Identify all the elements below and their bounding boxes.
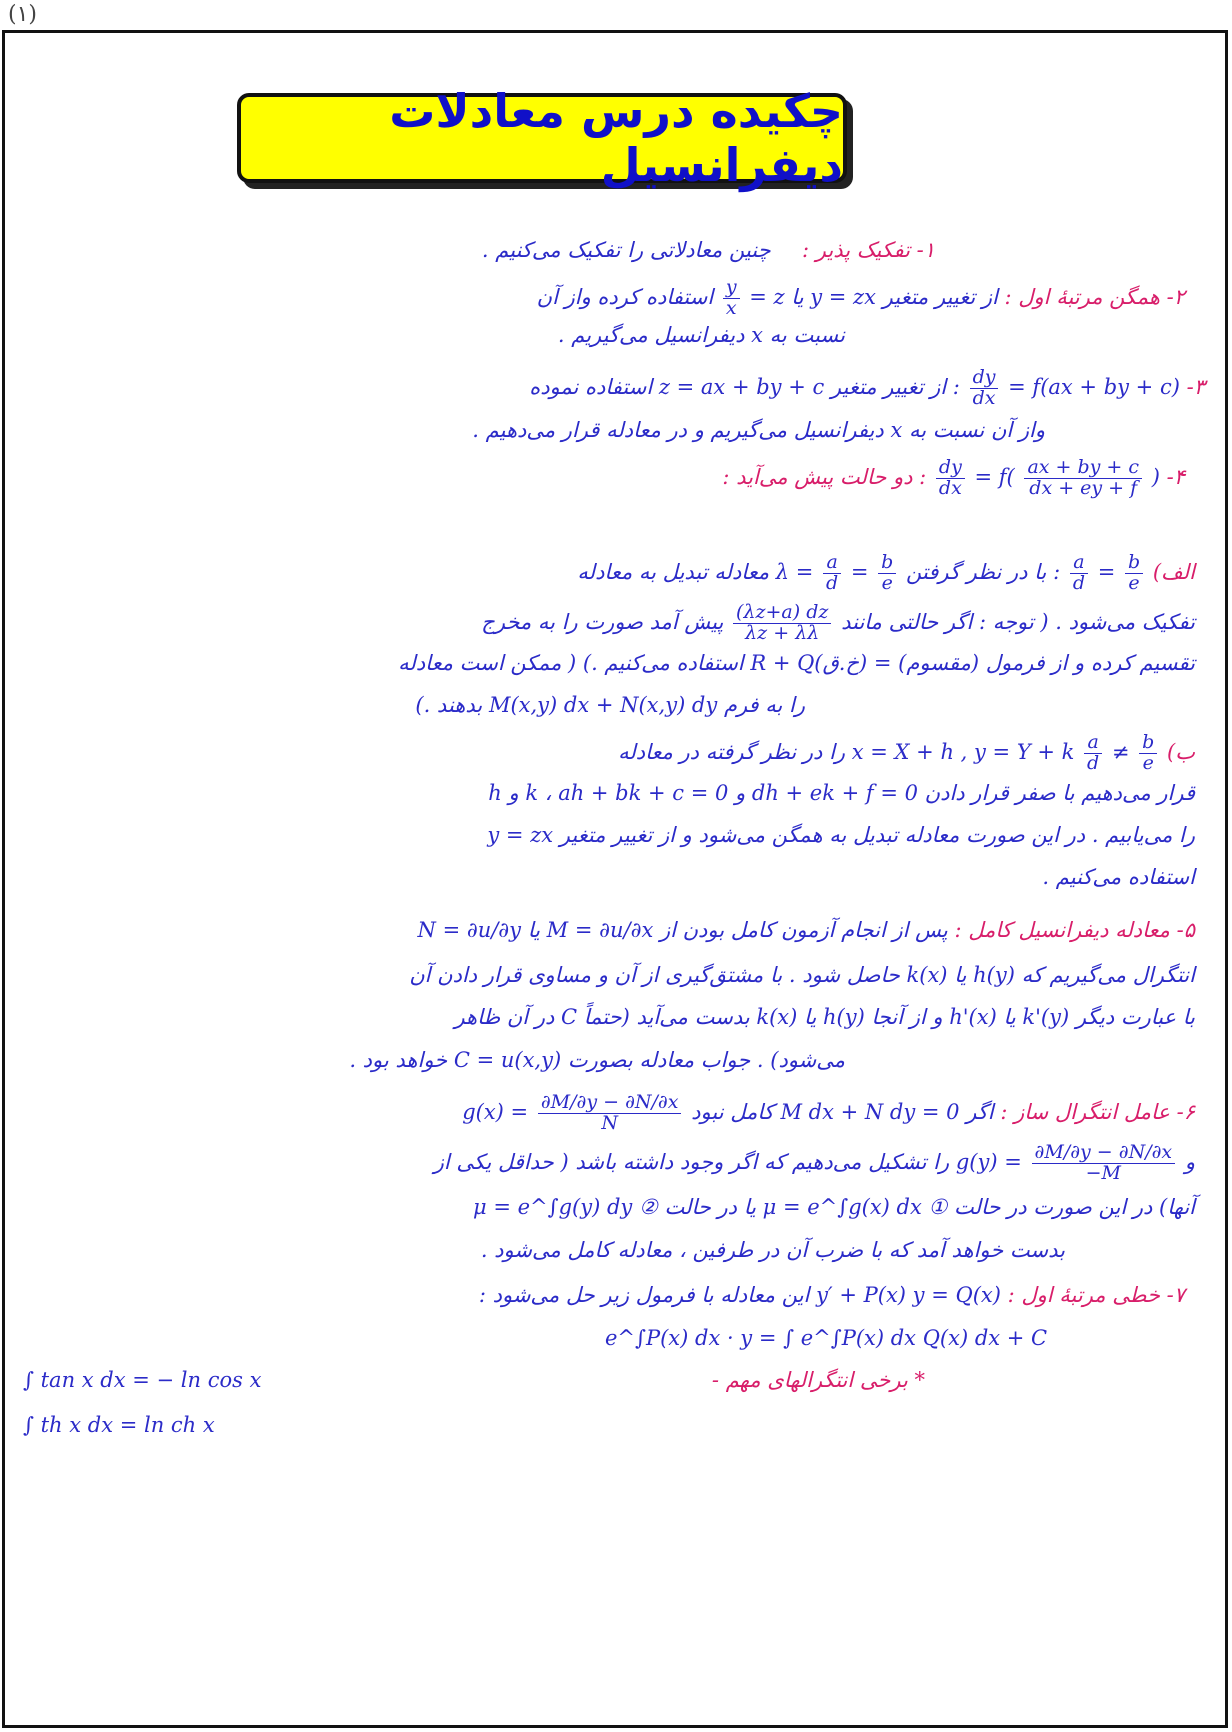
section-4-equation (933, 458, 1160, 499)
section-4-f-num: ax + by + c (1024, 458, 1142, 479)
gy-den: −M (1085, 1161, 1122, 1184)
alef-note-num: (λz+a) dz (733, 603, 831, 624)
section-4 (722, 458, 1185, 499)
alef-line-2-a: تفکیک می‌شود . ( توجه : اگر حالتی مانند (841, 609, 1195, 634)
section-6-text-b: کامل نبود (691, 1099, 774, 1124)
gy-lhs: g(y) = (955, 1149, 1022, 1174)
section-4-eq-prefix: = f( (974, 464, 1015, 489)
be-zero-equations: ah + bk + c = 0 و dh + ek + f = 0 (558, 781, 918, 805)
section-1-text: چنین معادلاتی را تفکیک می‌کنیم . (481, 238, 771, 262)
lambda-den-1: d (826, 571, 839, 594)
s5-line-4-a: می‌شود) . جواب معادله بصورت (567, 1048, 845, 1072)
section-6-label: ۶- عامل انتگرال ساز : (1000, 1099, 1195, 1124)
section-1 (482, 238, 935, 263)
lambda-den-2: e (881, 571, 893, 594)
case-alef-text-a: : با در نظر گرفتن (906, 559, 1061, 584)
case-alef-line-4 (415, 693, 805, 718)
s5-line-3-a: با عبارت دیگر (1075, 1005, 1195, 1029)
case-be-line-4: استفاده می‌کنیم . (1042, 865, 1195, 889)
section-5-n-formula: N = ∂u/∂y (417, 918, 522, 942)
alef-cond-num-1: a (1070, 553, 1087, 574)
s5-line-2-b: حاصل شود . با مشتق‌گیری از آن و مساوی قرار دادن آن (409, 963, 900, 987)
section-4-eq-num: dy (936, 458, 965, 479)
section-5-or: یا (527, 918, 540, 942)
gy-num: ∂M/∂y − ∂N/∂x (1032, 1143, 1176, 1164)
section-3-eq-rhs: = f(ax + by + c) (1008, 374, 1180, 399)
integrals-label: * برخی انتگرالهای مهم - (711, 1368, 925, 1392)
section-5-line-4 (349, 1048, 845, 1073)
alef-division-formula: R + Q(خ.ق) = (مقسوم) (750, 651, 980, 675)
gx-den: N (601, 1111, 618, 1134)
section-2-line-2: نسبت به x دیفرانسیل می‌گیریم . (557, 323, 845, 347)
s6-line-2-a: و (1184, 1149, 1195, 1174)
section-4-label: ۴- (1166, 464, 1185, 489)
case-alef-condition: $\frac{a}{d}$ = $\frac{b}{e}$ (1067, 553, 1146, 594)
section-3-text-a: : از تغییر متغیر (830, 374, 960, 399)
section-5-m-formula: M = ∂u/∂x (546, 918, 654, 942)
section-6-equation: M dx + N dy = 0 (780, 1099, 960, 1124)
lambda-num-2: b (878, 553, 896, 574)
section-7 (479, 1283, 1185, 1308)
document-sheet (2, 30, 1228, 1728)
section-6-line-3 (473, 1195, 1195, 1220)
section-3-eq-den: dx (972, 386, 996, 409)
case-alef-text-b: معادله تبدیل به معادله (577, 559, 770, 584)
section-7-equation: y′ + P(x) y = Q(x) (816, 1283, 1001, 1307)
alef-cond-den-2: e (1128, 571, 1140, 594)
section-6-gx (462, 1093, 684, 1134)
section-2-sub1: y = zx (810, 284, 876, 309)
section-5-text-a: پس از انجام آزمون کامل بودن از (659, 918, 948, 942)
case-alef-line-2 (481, 603, 1195, 644)
be-cond-den-2: e (1142, 751, 1154, 774)
section-7-label: ۷- خطی مرتبهٔ اول : (1007, 1283, 1185, 1307)
be-cond-den-1: d (1087, 751, 1100, 774)
section-3-eq-num: dy (970, 368, 999, 389)
be-line-3-sub: y = zx (487, 823, 554, 847)
section-1-label: ۱- تفکیک پذیر : (802, 238, 935, 262)
alef-line-4-a: را به فرم (723, 693, 805, 717)
alef-line-2-b: پیش آمد صورت را به مخرج (481, 609, 724, 634)
gx-lhs: g(x) = (462, 1099, 529, 1124)
section-2 (537, 278, 1185, 319)
section-6-line-4: بدست خواهد آمد که با ضرب آن در طرفین ، معادله کامل می‌شود . (480, 1238, 1065, 1262)
section-6-text-a: اگر (966, 1099, 994, 1124)
s5-line-3-or-1: یا (1003, 1005, 1016, 1029)
be-line-2-b: ، k و h (488, 781, 552, 805)
alef-cond-den-1: d (1072, 571, 1086, 594)
case-be-text-a: را در نظر گرفته در معادله (618, 739, 846, 764)
section-6 (462, 1093, 1195, 1134)
case-alef (577, 553, 1195, 594)
be-line-3-a: را می‌یابیم . در این صورت معادله تبدیل به همگن می‌شود و از تغییر متغیر (559, 823, 1195, 847)
lambda-symbol: λ = (775, 559, 814, 584)
lambda-num-1: a (823, 553, 840, 574)
sub2-rhs: = z (749, 284, 785, 309)
section-5-label: ۵- معادله دیفرانسیل کامل : (954, 918, 1195, 942)
alef-cond-num-2: b (1125, 553, 1143, 574)
case-alef-line-3 (398, 651, 1195, 676)
section-7-text: این معادله با فرمول زیر حل می‌شود : (478, 1283, 810, 1307)
title-box (237, 84, 847, 192)
s5-line-3-c: بدست می‌آید (حتماً C در آن ظاهر (454, 1005, 750, 1029)
section-5-line-3 (454, 1005, 1195, 1030)
section-5-line-2 (409, 963, 1195, 988)
case-alef-lambda: λ = $\frac{a}{d}$ = $\frac{b}{e}$ (776, 553, 900, 594)
s5-line-3-b: و از آنجا (871, 1005, 943, 1029)
s5-line-2-a: انتگرال می‌گیریم که (1021, 963, 1195, 987)
s6-line-3-a: آنها) در این صورت در حالت ① (928, 1195, 1195, 1219)
section-3-text-b: استفاده نموده (529, 374, 653, 399)
alef-line-3-a: تقسیم کرده و از فرمول (985, 651, 1195, 675)
alef-line-4-b: بدهند .) (415, 693, 483, 717)
case-be (618, 733, 1195, 774)
gx-num: ∂M/∂y − ∂N/∂x (538, 1093, 682, 1114)
s5-k-prime-y: k'(y) (1022, 1005, 1070, 1029)
s6-line-3-b: یا در حالت ② (638, 1195, 756, 1219)
section-4-eq-suffix: ) (1151, 464, 1160, 489)
section-2-sub2 (720, 278, 785, 319)
sub2-numerator: y (723, 278, 740, 299)
section-3-equation (967, 368, 1180, 409)
s5-line-2-or: یا (954, 963, 967, 987)
s5-k-of-x: k(x) (906, 963, 948, 987)
section-6-line-2 (434, 1143, 1195, 1184)
section-4-text: : دو حالت پیش می‌آید : (722, 464, 927, 489)
s5-solution-formula: C = u(x,y) (453, 1048, 562, 1072)
section-4-f-den: dx + ey + f (1029, 476, 1138, 499)
s5-h-of-y: h(y) (973, 963, 1015, 987)
alef-md-formula: M(x,y) dx + N(x,y) dy (488, 693, 718, 717)
s5-k-x: k(x) (756, 1005, 798, 1029)
section-2-or: یا (791, 284, 804, 309)
integral-tan: ∫ tan x dx = − ln cos x (23, 1368, 262, 1392)
section-2-text-b: استفاده کرده واز آن (536, 284, 714, 309)
be-cond-num-2: b (1139, 733, 1157, 754)
integral-th: ∫ th x dx = ln ch x (23, 1413, 215, 1437)
section-2-label: ۲- همگن مرتبهٔ اول : (1004, 284, 1185, 309)
alef-note-den: λz + λλ (745, 621, 820, 644)
section-6-gy (956, 1143, 1178, 1184)
sub2-denominator: x (725, 296, 737, 319)
section-4-eq-den: dx (938, 476, 962, 499)
page-title: چکیده درس معادلات دیفرانسیل (389, 84, 843, 192)
section-5 (418, 918, 1195, 943)
section-3-sub: z = ax + by + c (658, 374, 825, 399)
case-be-line-2 (488, 781, 1195, 806)
be-cond-num-1: a (1084, 733, 1101, 754)
s5-h-prime-x: h'(x) (949, 1005, 997, 1029)
case-alef-label: الف) (1152, 559, 1195, 584)
section-3-label: ۳- (1186, 374, 1205, 399)
section-7-formula: e^∫P(x) dx · y = ∫ e^∫P(x) dx Q(x) dx + C (605, 1326, 1048, 1350)
case-be-condition: $\frac{a}{d}$ ≠ $\frac{b}{e}$ (1081, 733, 1160, 774)
alef-note-fraction (730, 603, 834, 644)
alef-line-3-b: استفاده می‌کنیم .) ( ممکن است معادله (398, 651, 744, 675)
s6-mu-case-1: μ = e^∫g(x) dx (762, 1195, 922, 1219)
be-line-2-a: قرار می‌دهیم با صفر قرار دادن (924, 781, 1195, 805)
s5-line-3-or-2: یا (804, 1005, 817, 1029)
s6-mu-case-2: μ = e^∫g(y) dy (473, 1195, 633, 1219)
section-3 (529, 368, 1205, 409)
case-be-label: ب) (1167, 739, 1195, 764)
case-be-line-3 (487, 823, 1195, 848)
section-2-text-a: از تغییر متغیر (882, 284, 998, 309)
case-be-substitutions: x = X + h , y = Y + k (851, 739, 1075, 764)
s5-line-4-b: خواهد بود . (349, 1048, 448, 1072)
s6-line-2-b: را تشکیل می‌دهیم که اگر وجود داشته باشد ( حداقل یکی از (433, 1149, 950, 1174)
s5-h-y: h(y) (822, 1005, 865, 1029)
page-number: (۱) (8, 2, 37, 27)
section-3-line-2: واز آن نسبت به x دیفرانسیل می‌گیریم و در معادله قرار می‌دهیم . (472, 418, 1045, 442)
